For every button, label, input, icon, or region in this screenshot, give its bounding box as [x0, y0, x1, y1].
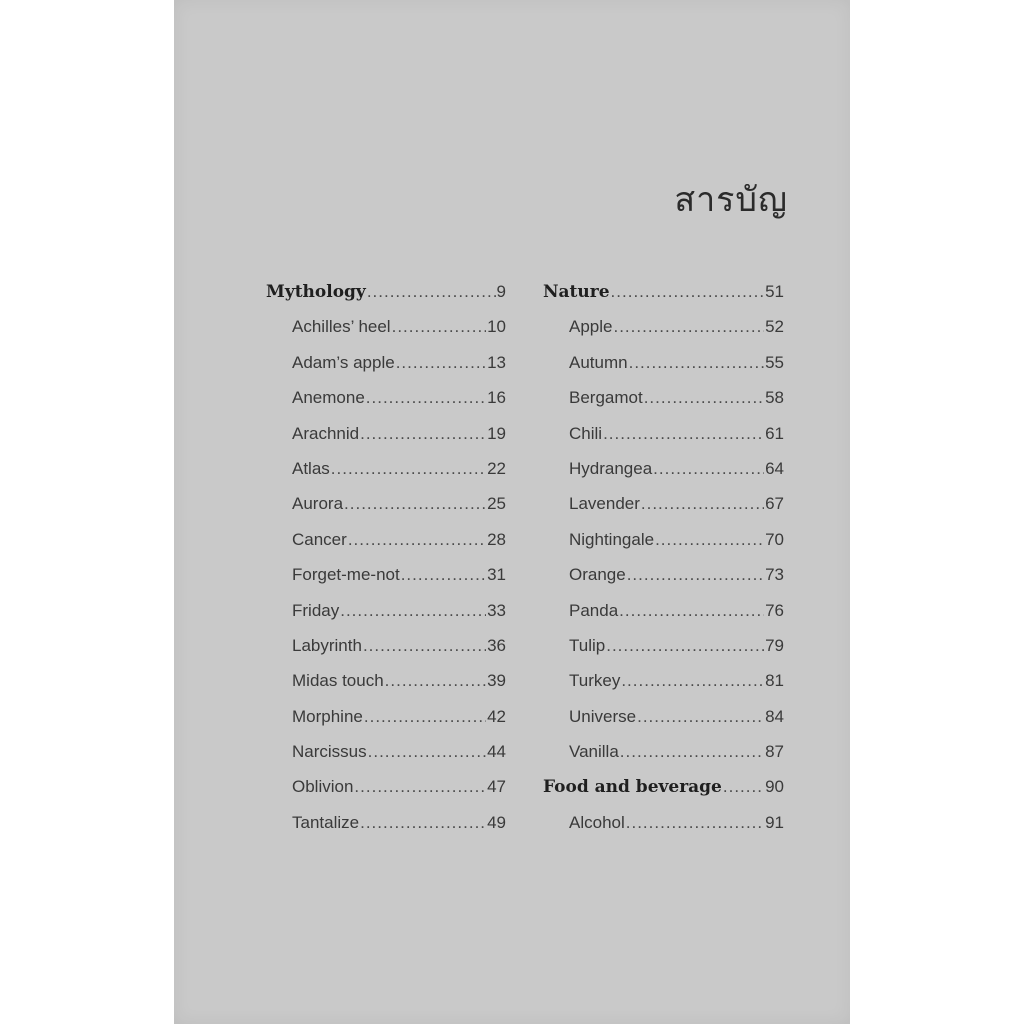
toc-entry	[543, 565, 784, 600]
dot-leader	[629, 353, 764, 373]
toc-page-number: 90	[765, 777, 784, 797]
toc-page-number: 49	[487, 812, 506, 832]
toc-entry	[543, 601, 784, 636]
dot-leader	[344, 494, 486, 514]
toc-right-column	[543, 282, 784, 848]
toc-entry	[543, 459, 784, 494]
dot-leader	[367, 282, 496, 302]
toc-entry	[266, 459, 506, 494]
toc-entry	[543, 636, 784, 671]
toc-page-number: 16	[487, 388, 506, 408]
toc-page-number: 47	[487, 777, 506, 797]
toc-entry-label: Autumn	[569, 352, 628, 372]
toc-page-number: 31	[487, 565, 506, 585]
toc-section-heading	[543, 282, 784, 317]
dot-leader	[396, 353, 486, 373]
toc-entry-label: Bergamot	[569, 388, 643, 408]
toc-page-number: 19	[487, 423, 506, 443]
toc-entry-label: Nightingale	[569, 529, 655, 549]
toc-entry-label: Atlas	[292, 458, 330, 478]
toc-page-number: 36	[487, 635, 506, 655]
toc-page-number: 84	[765, 706, 784, 726]
toc-page-number: 87	[765, 742, 784, 762]
toc-entry	[543, 424, 784, 459]
toc-page-number: 76	[765, 600, 784, 620]
toc-entry-label: Oblivion	[292, 777, 354, 797]
toc-page-number: 33	[487, 600, 506, 620]
toc-entry-label: Universe	[569, 706, 637, 726]
toc-entry	[266, 424, 506, 459]
dot-leader	[606, 636, 764, 656]
book-page	[174, 0, 850, 1024]
toc-entry	[266, 671, 506, 706]
toc-page-number: 64	[765, 458, 784, 478]
toc-page-number: 61	[765, 423, 784, 443]
toc-entry-label: Labyrinth	[292, 635, 362, 655]
toc-entry-label: Mythology	[266, 282, 366, 302]
toc-page-number: 9	[496, 282, 506, 301]
toc-entry	[543, 707, 784, 742]
dot-leader	[360, 813, 486, 833]
dot-leader	[619, 601, 764, 621]
toc-entry	[543, 353, 784, 388]
toc-entry	[543, 530, 784, 565]
dot-leader	[723, 777, 764, 797]
toc-entry-label: Panda	[569, 600, 619, 620]
toc-entry-label: Aurora	[292, 494, 344, 514]
dot-leader	[392, 317, 486, 337]
toc-page-number: 79	[765, 635, 784, 655]
toc-page-number: 10	[487, 317, 506, 337]
toc-entry-label: Vanilla	[569, 742, 619, 762]
dot-leader	[340, 601, 486, 621]
dot-leader	[627, 565, 764, 585]
dot-leader	[401, 565, 486, 585]
toc-page-number: 91	[765, 812, 784, 832]
toc-page-number: 39	[487, 671, 506, 691]
dot-leader	[354, 777, 486, 797]
toc-page-number: 25	[487, 494, 506, 514]
toc-entry	[543, 671, 784, 706]
toc-entry	[543, 317, 784, 352]
toc-entry	[266, 317, 506, 352]
toc-entry-label: Adam’s apple	[292, 352, 395, 372]
toc-entry	[266, 494, 506, 529]
dot-leader	[385, 671, 486, 691]
toc-entry	[266, 601, 506, 636]
toc-entry	[543, 494, 784, 529]
toc-entry-label: Alcohol	[569, 812, 625, 832]
toc-page-number: 13	[487, 352, 506, 372]
dot-leader	[641, 494, 764, 514]
dot-leader	[637, 707, 764, 727]
dot-leader	[621, 671, 764, 691]
page-title: สารบัญ	[674, 180, 788, 220]
toc-entry-label: Narcissus	[292, 742, 367, 762]
toc-entry-label: Achilles’ heel	[292, 317, 391, 337]
toc-page-number: 55	[765, 352, 784, 372]
toc-entry-label: Nature	[543, 282, 610, 302]
toc-entry	[543, 388, 784, 423]
toc-entry	[266, 353, 506, 388]
toc-entry	[266, 636, 506, 671]
toc-page-number: 73	[765, 565, 784, 585]
dot-leader	[364, 707, 486, 727]
dot-leader	[626, 813, 764, 833]
toc-entry-label: Hydrangea	[569, 458, 653, 478]
dot-leader	[644, 388, 764, 408]
toc-entry	[266, 777, 506, 812]
toc-entry-label: Cancer	[292, 529, 347, 549]
toc-page-number: 67	[765, 494, 784, 514]
dot-leader	[603, 424, 764, 444]
toc-entry-label: Turkey	[569, 671, 621, 691]
toc-entry	[543, 813, 784, 848]
toc-entry-label: Tantalize	[292, 812, 360, 832]
dot-leader	[348, 530, 486, 550]
toc-page-number: 28	[487, 529, 506, 549]
dot-leader	[613, 317, 764, 337]
toc-entry-label: Food and beverage	[543, 777, 722, 798]
dot-leader	[363, 636, 486, 656]
toc-entry	[266, 813, 506, 848]
toc-entry	[543, 742, 784, 777]
toc-page-number: 81	[765, 671, 784, 691]
toc-entry-label: Friday	[292, 600, 340, 620]
dot-leader	[620, 742, 764, 762]
toc-entry-label: Orange	[569, 565, 626, 585]
toc-section-heading	[266, 282, 506, 317]
toc-entry-label: Chili	[569, 423, 603, 443]
toc-entry-label: Apple	[569, 317, 613, 337]
toc-entry-label: Midas touch	[292, 671, 384, 691]
toc-page-number: 22	[487, 458, 506, 478]
toc-entry	[266, 707, 506, 742]
dot-leader	[653, 459, 764, 479]
dot-leader	[331, 459, 486, 479]
toc-section-heading	[543, 777, 784, 812]
toc-left-column	[266, 282, 506, 848]
toc-entry-label: Lavender	[569, 494, 640, 514]
dot-leader	[655, 530, 764, 550]
toc-entry	[266, 742, 506, 777]
dot-leader	[366, 388, 486, 408]
toc-entry-label: Arachnid	[292, 423, 360, 443]
toc-entry-label: Morphine	[292, 706, 363, 726]
toc-entry	[266, 565, 506, 600]
dot-leader	[611, 282, 765, 302]
toc-page-number: 42	[487, 706, 506, 726]
toc-entry-label: Tulip	[569, 635, 606, 655]
toc-entry	[266, 530, 506, 565]
toc-entry	[266, 388, 506, 423]
toc-entry-label: Anemone	[292, 388, 365, 408]
toc-page-number: 70	[765, 529, 784, 549]
dot-leader	[368, 742, 486, 762]
dot-leader	[360, 424, 486, 444]
toc-entry-label: Forget-me-not	[292, 565, 400, 585]
toc-page-number: 58	[765, 388, 784, 408]
toc-page-number: 51	[765, 282, 784, 301]
toc-page-number: 44	[487, 742, 506, 762]
toc-page-number: 52	[765, 317, 784, 337]
